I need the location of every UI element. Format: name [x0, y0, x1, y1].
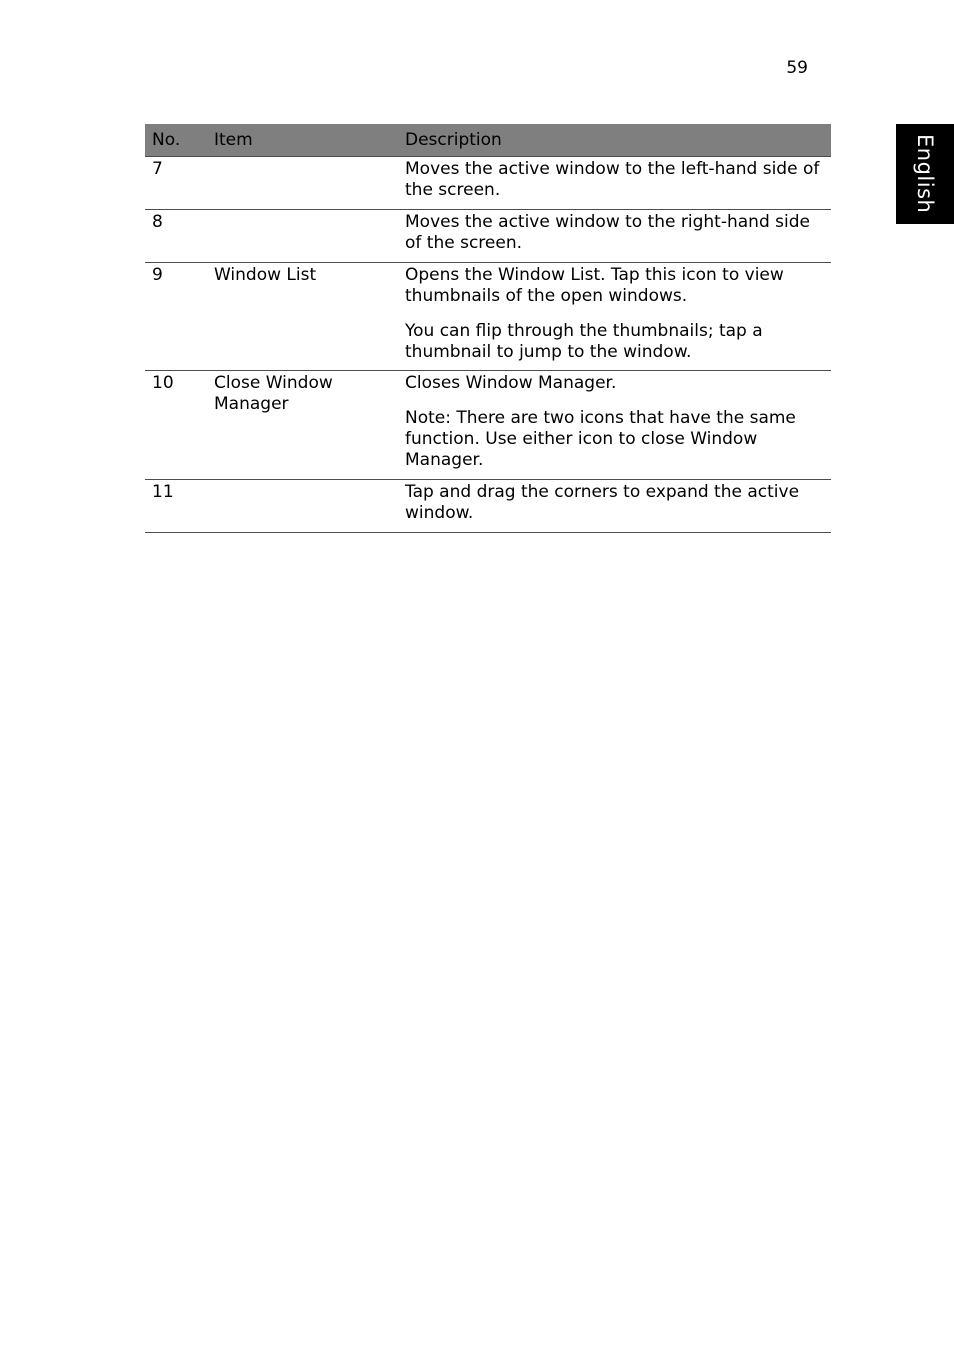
row-no: [145, 263, 207, 371]
note-text: : There are two icons that have the same function. Use either icon to close Window Manager.: [405, 408, 796, 470]
description-paragraph: Moves the active window to the left-hand side of the screen.: [405, 159, 820, 200]
row-item: [207, 263, 398, 371]
row-no: [145, 210, 207, 263]
row-description: [398, 157, 831, 210]
note-label: Note: [405, 408, 446, 428]
row-description: [398, 480, 831, 533]
row-no-text: 9: [152, 265, 163, 285]
row-no: [145, 480, 207, 533]
table-header-row: [145, 124, 831, 157]
row-item: [207, 210, 398, 263]
row-item-text: Window List: [214, 265, 317, 285]
row-item: [207, 157, 398, 210]
table-row: [145, 480, 831, 533]
note-paragraph: [405, 408, 823, 471]
row-description: [398, 371, 831, 480]
row-item-text: [214, 157, 388, 159]
row-item: [207, 480, 398, 533]
language-side-tab: [896, 124, 954, 224]
description-paragraph: Opens the Window List. Tap this icon to view thumbnails of the open windows.: [405, 265, 784, 306]
row-item-text: Close Window Manager: [214, 373, 333, 414]
row-item: [207, 371, 398, 480]
row-no-text: 8: [152, 212, 163, 232]
row-no: [145, 371, 207, 480]
header-item: Item: [207, 124, 398, 157]
description-paragraph: Closes Window Manager.: [405, 373, 617, 393]
row-item-text: [214, 480, 388, 482]
table-row: [145, 157, 831, 210]
table-row: [145, 371, 831, 480]
table-row: [145, 210, 831, 263]
row-description: [398, 210, 831, 263]
description-paragraph: Tap and drag the corners to expand the active window.: [405, 482, 800, 523]
page-number: 59: [786, 58, 808, 78]
row-item-text: [214, 210, 388, 212]
description-paragraph: You can flip through the thumbnails; tap a thumbnail to jump to the window.: [405, 321, 763, 362]
row-no-text: 10: [152, 373, 174, 393]
header-no: No.: [145, 124, 207, 157]
table-row: [145, 263, 831, 371]
row-no: [145, 157, 207, 210]
item-description-table: [145, 124, 831, 533]
language-side-tab-label: English: [913, 134, 937, 214]
header-description: Description: [398, 124, 831, 157]
description-paragraph: Moves the active window to the right-hand side of the screen.: [405, 212, 810, 253]
row-no-text: 11: [152, 482, 174, 502]
row-description: [398, 263, 831, 371]
row-no-text: 7: [152, 159, 163, 179]
